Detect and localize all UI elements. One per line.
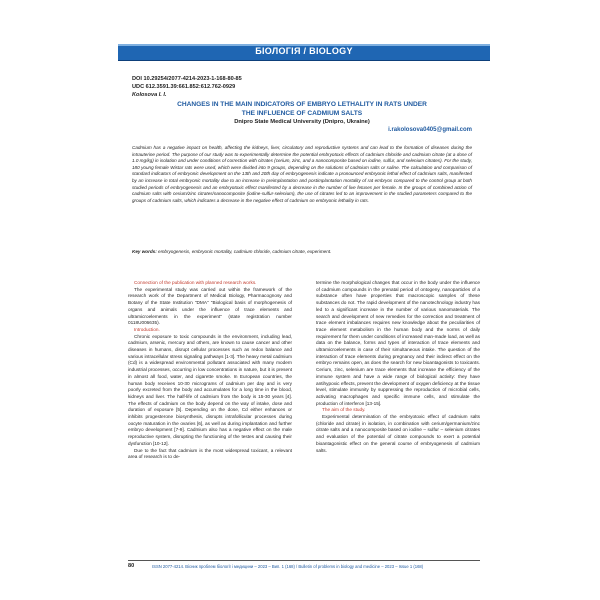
keywords-label: Key words:: [132, 249, 157, 254]
paragraph-continued: termine the morphological changes that occur in the body under the influence of cadmium compounds in the prenatal period of ontogeny, nanoparticles of a substance often have properties that macroscopic samples of these substances do not. The rapid development of the nanotechnology industry has led to a significant increase in the number of various nanomaterials. The search and development of new remedies for the correction and treatment of trace element imbalances requires new knowledge about the peculiarities of trace element metabolism in the human body and the norms of daily requirement for them under conditions of increased man-made load, as well as data on the balance, forms and types of interaction of trace elements and ultramicroelements in case of their simultaneous intake. The question of the interaction of trace elements during pregnancy and their indirect effect on the embryo remains open, as does the search for new bioantagonists to toxicants. Cerium, zinc, selenium are trace elements that increase the efficiency of the immune system and have a wide range of biological activity: they have antihypoxic effects, prevent the development of oxygen deficiency at the tissue level, stimulate immunity by suppressing the reproduction of microbial cells, activating macrophages and specific immune cells, and stimulate the production of interferon [13-15].: [316, 280, 480, 406]
footer-journal-info: ISSN 2077-4214. Вісник проблем біології і медицини – 2023 – Вип. 1 (168) / Bulletin of problems in biology and medicine – 2023 – Issue 1 (168): [152, 564, 424, 569]
heading-aim: The aim of the study.: [322, 407, 366, 413]
article-title-line-2: THE INFLUENCE OF CADMIUM SALTS: [241, 110, 363, 117]
article-title: [132, 100, 472, 118]
heading-introduction: Introduction.: [134, 326, 160, 332]
paragraph-cadmium-research: Due to the fact that cadmium is the most widespread toxicant, a relevant area of research is to de-: [128, 447, 292, 460]
udc-line: UDC 612.3591.39:661.852:612.762-0929: [132, 84, 236, 90]
doi-line: DOI 10.29254/2077-4214-2023-1-168-80-85: [132, 76, 242, 82]
author-email-link[interactable]: i.rakolosova0405@gmail.com: [388, 127, 472, 133]
paragraph-introduction: Chronic exposure to toxic compounds in the environment, including lead, cadmium, arsenic, mercury and others, are known to cause cancer and other diseases in humans, disrupt cellular processes such as redox balance and various intracellular stress signaling pathways [1-3]. The heavy metal cadmium (Cd) is a widespread environmental pollutant associated with many modern industrial processes, occurring in low concentrations in nature, but it is present in almost all food, water, and cigarette smoke. In European countries, the human body receives 10-30 micrograms of cadmium per day and is very poorly excreted from the body and accumulates for a long time in the blood, kidneys and liver. The half-life of cadmium from the body is 15-30 years [4]. The effects of cadmium on the body depend on the way of intake, dose and duration of exposure [5]. Depending on the dose, Cd either enhances or inhibits progesterone biosynthesis, disrupts intrafollicular processes during oocyte maturation in the ovaries [6], as well as during implantation and further embryo development [7-9]. Cadmium also has a negative effect on the male reproductive system, disrupting the functioning of the testes and causing their dysfunction [10-12].: [128, 333, 292, 446]
article-title-line-1: CHANGES IN THE MAIN INDICATORS OF EMBRYO LETHALITY IN RATS UNDER: [177, 101, 427, 108]
heading-connection: Connection of the publication with planned research works.: [134, 280, 257, 285]
keywords-list: embryogenesis, embryonic mortality, cadmium chloride, cadmium citrate, experiment.: [156, 249, 332, 254]
body-column-left: [128, 280, 292, 461]
abstract: Cadmium has a negative impact on health, affecting the kidneys, liver, circulatory and reproductive systems and can lead to the formation of diseases during the intrauterine period. The purpose of our study was to experimentally determine the potential embryotoxic effects of cadmium chloride and cadmium citrate (at a dose of 1.0 mg/kg) in isolation and under conditions of correction with citrates (cerium, zinc, and a nanocomposite based on iodine, sulfur, and selenium citrates). For the study, 180 young female Wistar rats were used, which were divided into 9 groups, depending on the solutions of cadmium salts or saline. The calculation and comparison of standard indicators of embryonic development on the 13th and 20th day of embryogenesis indicate a pronounced embryonic lethal effect of cadmium salts, manifested by an increase in total embryonic mortality due to an increase in preimplantation and postimplantation mortality of rat embryos compared to the control group at both studied periods of embryogenesis and an embryotoxic effect manifested by a decrease in the number of live fetuses per female. In the groups of combined action of cadmium salts with cerium/zinc citrates/nanocomposite (iodine-sulfur-selenium), the use of citrates led to an improvement in the studied parameters compared to the groups of cadmium salts, which indicates a decrease in the negative effect of cadmium on embryonic lethality in rats.: [132, 145, 472, 203]
affiliation: Dnipro State Medical University (Dnipro, Ukraine): [234, 119, 370, 125]
footer-divider: [128, 560, 480, 561]
author-name: Kolosova I. I.: [132, 92, 167, 98]
body-column-right: [316, 280, 480, 454]
paragraph-aim: Experimental determination of the embryotoxic effect of cadmium salts (chloride and citrate) in isolation, in combination with cerium/germanium/zinc citrate salts and a nanocomposite based on iodine – sulfur – selenium citrates and evaluation of the potential of citrate compounds to exert a potential bioantagonistic effect on the general course of embryogenesis of cadmium salts.: [316, 414, 480, 453]
page-number: 80: [128, 563, 135, 569]
paragraph-connection: The experimental study was carried out within the framework of the research work of the Department of Medical Biology, Pharmacognosy and Botany of the State Institution "DMA" "Biological basis of morphogenesis of organs and animals under the influence of trace elements and ultramicroelements in the experiment" (state registration number 0118U006635).: [128, 286, 292, 326]
keywords: [132, 249, 472, 256]
section-title: БІОЛОГІЯ / BIOLOGY: [255, 46, 353, 56]
